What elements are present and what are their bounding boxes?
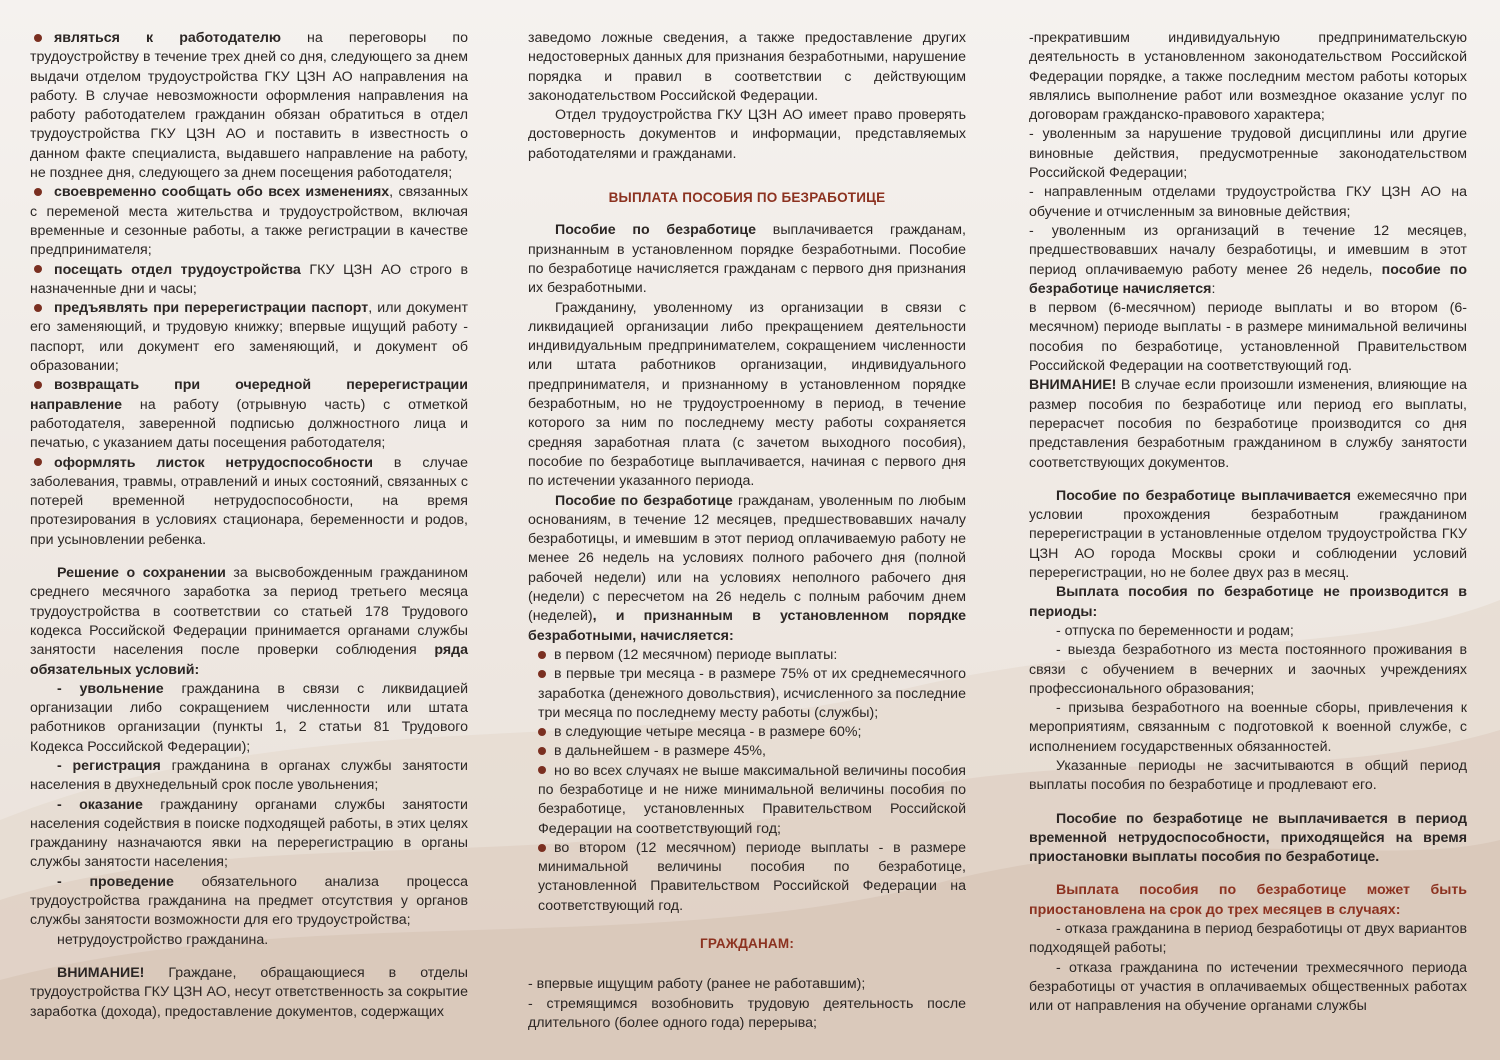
bullet-icon — [538, 766, 546, 774]
condition-assistance: - оказание гражданину органами службы занятости населения содействия в поиске подходящей работы, в этих целях гражданину назначаются явки на перерегистрацию в органы службы занятости населения; — [30, 796, 468, 871]
column-2 — [528, 29, 966, 1033]
periods-note-paragraph: Указанные периоды не засчитываются в общий период выплаты пособия по безработице и продлевают его. — [1029, 757, 1467, 794]
citizens-item-3: -прекратившим индивидуальную предпринимательскую деятельность в установленном законодательством Российской Федерации порядке, а также последним местом работы которых являлись выполнение работ или возмездное оказание услуг по договорам гражданско-правового характера; — [1029, 30, 1467, 124]
bullet-icon — [538, 728, 546, 736]
no-payment-item-2: - выезда безработного из места постоянного проживания в связи с обучением в вечерних и заочных учреждениях профессионального образования; — [1029, 642, 1467, 697]
bullet-icon — [538, 651, 546, 659]
warning-recalc-paragraph: ВНИМАНИЕ! В случае если произошли изменения, влияющие на размер пособия по безработице или период его выплаты, перерасчет пособия по безработице производится со дня представления безработным гражданином в службу занятости соответствующих документов. — [1029, 377, 1467, 471]
salary-decision-paragraph: Решение о сохранении за высвобожденным гражданином среднего месячного заработка за период третьего месяца трудоустройства в соответствии со статьей 178 Трудового кодекса Российской Федерации принимается органами службы занятости населения после проверки соблюдения ряда обязательных условий: — [30, 565, 469, 678]
bullet-icon — [34, 381, 42, 389]
suspension-heading: Выплата пособия по безработице может быть приостановлена на срок до трех месяцев в случаях: — [1029, 882, 1467, 918]
bullet-icon — [34, 458, 42, 466]
benefit-paragraph-3: Пособие по безработице гражданам, уволенным по любым основаниям, в течение 12 месяцев, предшествовавших началу безработицы, и имевшим в этот период оплачиваемую работу не менее 26 недель на условиях полного рабочего дня (полной рабочей недели) или на условиях неполного рабочего дня (недели) с пересчетом на 26 недель с полным рабочим днем (неделей), и признанным в установленном порядке безработными, начисляется: — [528, 492, 966, 644]
citizens-item-6: - уволенным из организаций в течение 12 месяцев, предшествовавших началу безработицы, и имевшим в этот период оплачиваемую работу менее 26 недель, пособие по безработице начисляется: — [1029, 222, 1467, 297]
benefit-bullet-5: но во всех случаях не выше максимальной величины пособия по безработице и не ниже минимальной величины пособия по безработице, установленных Правительством Российской Федерации на соответствующий год; — [538, 762, 966, 837]
warning-paragraph: ВНИМАНИЕ! Граждане, обращающиеся в отделы трудоустройства ГКУ ЦЗН АО, несут ответственность за сокрытие заработка (дохода), предоставление документов, содержащих — [30, 964, 468, 1020]
citizens-item-5: - направленным отделами трудоустройства ГКУ ЦЗН АО на обучение и отчисленным за виновные действия; — [1029, 184, 1467, 220]
bullet-icon — [538, 747, 546, 755]
benefit-bullet-2: в первые три месяца - в размере 75% от их среднемесячного заработка (денежного довольствия), исчисленного за последние три месяца по последнему месту работы (службы); — [538, 666, 966, 721]
benefit-bullet-3: в следующие четыре месяца - в размере 60%; — [528, 723, 966, 742]
bullet-icon — [538, 670, 546, 678]
duty-report-changes: своевременно сообщать обо всех изменениях, связанных с переменой места жительства и трудоустройством, включая временные и сезонные работы, а также регистрации в качестве предпринимателя; — [30, 184, 468, 259]
duty-present-passport: предъявлять при перерегистрации паспорт, или документ его заменяющий, и трудовую книжку; впервые ищущий работу - паспорт, или документ его заменяющий, и документ об образовании; — [30, 300, 468, 375]
citizens-item-1: - впервые ищущим работу (ранее не работавшим); — [528, 976, 866, 993]
column-1 — [30, 29, 468, 1022]
benefit-paragraph-2: Гражданину, уволенному из организации в связи с ликвидацией организации либо прекращением деятельности индивидуальным предпринимателем, сокращением численности или штата работников организации, индивидуального предпринимателя, и признанному в установленном порядке безработным, но не трудоустроенному в период, в течение которого за ним по последнему месту работы сохраняется средняя заработная плата (с зачетом выходного пособия), пособие по безработице выплачивается, начиная с первого дня по истечении указанного периода. — [528, 299, 966, 490]
benefit-bullet-6: во втором (12 месячном) периоде выплаты - в размере минимальной величины пособия по безработице, установленной Правительством Российской Федерации на соответствующий год. — [538, 839, 966, 914]
false-info-paragraph: заведомо ложные сведения, а также предоставление других недостоверных данных для признания безработными, нарушение порядка и правил в соответствии с действующим законодательством Российской Федерации. — [528, 30, 966, 104]
no-payment-item-1: - отпуска по беременности и родам; — [1056, 622, 1294, 639]
citizens-item-7: в первом (6-месячном) периоде выплаты и во втором (6-месячном) периоде выплаты - в размере минимальной величины пособия по безработице, установленной Правительством Российской Федерации на соответствующий год. — [1029, 300, 1467, 375]
citizens-item-4: - уволенным за нарушение трудовой дисциплины или другие виновные действия, предусмотренные законодательством Российской Федерации; — [1029, 126, 1467, 182]
suspension-item-2: - отказа гражданина по истечении трехмесячного периода безработицы от участия в оплачиваемых общественных работах или от направления на обучение органами службы — [1029, 959, 1467, 1015]
section-heading-citizens: ГРАЖДАНАМ: — [699, 936, 795, 952]
condition-dismissal: - увольнение гражданина в связи с ликвидацией организации либо сокращением численности или штата работников организации (пункты 1, 2 статьи 81 Трудового Кодекса Российской Федерации); — [30, 680, 469, 755]
no-payment-heading: Выплата пособия по безработице не производится в периоды: — [1029, 584, 1467, 620]
verification-paragraph: Отдел трудоустройства ГКУ ЦЗН АО имеет право проверять достоверность документов и информации, представляемых работодателями и гражданами. — [528, 107, 966, 162]
monthly-payment-paragraph: Пособие по безработице выплачивается ежемесячно при условии прохождения безработным гражданином перерегистрации в установленные отделом трудоустройства ГКУ ЦЗН АО города Москвы сроки и соблюдении условий перерегистрации, но не более двух раз в месяц. — [1029, 487, 1468, 582]
benefit-paragraph-1: Пособие по безработице выплачивается гражданам, признанным в установленном порядке безработными. Пособие по безработице начисляется гражданам с первого дня признания их безработными. — [528, 222, 966, 297]
condition-registration: - регистрация гражданина в органах службы занятости населения в двухнедельный срок после увольнения; — [30, 757, 468, 794]
bullet-icon — [34, 188, 42, 196]
bullet-icon — [538, 844, 546, 852]
suspension-item-1: - отказа гражданина в период безработицы от двух вариантов подходящей работы; — [1029, 921, 1467, 957]
section-heading-benefit: ВЫПЛАТА ПОСОБИЯ ПО БЕЗРАБОТИЦЕ — [608, 190, 886, 206]
duty-sick-leave: оформлять листок нетрудоспособности в случае заболевания, травмы, отравлений и иных состояний, связанных с потерей временной нетрудоспособности, на время протезирования в условиях стационара, беременности и родов, при усыновлении ребенка. — [30, 454, 468, 548]
bullet-icon — [34, 265, 42, 273]
column-3 — [1029, 29, 1467, 1017]
bullet-icon — [34, 304, 42, 312]
bullet-icon — [34, 34, 42, 42]
citizens-item-2: - стремящимся возобновить трудовую деятельность после длительного (более одного года) перерыва; — [528, 995, 966, 1031]
sick-leave-note: Пособие по безработице не выплачивается в период временной нетрудоспособности, приходящейся на время приостановки выплаты пособия по безработице. — [1029, 810, 1467, 866]
duty-visit-office: посещать отдел трудоустройства ГКУ ЦЗН АО строго в назначенные дни и часы; — [30, 261, 468, 297]
condition-analysis: - проведение обязательного анализа процесса трудоустройства гражданина на предмет отсутствия у органов службы занятости возможности для его трудоустройства; — [30, 873, 468, 929]
benefit-bullet-4: в дальнейшем - в размере 45%, — [528, 742, 966, 761]
duty-return-referral: возвращать при очередной перерегистрации направление на работу (отрывную часть) с отметкой работодателя, заверенной подписью должностного лица и печатью, с указанием даты посещения работодателя; — [30, 377, 468, 452]
condition-unemployment: нетрудоустройство гражданина. — [57, 931, 269, 948]
no-payment-item-3: - призыва безработного на военные сборы, привлечения к мероприятиям, связанным с подготовкой к военной службе, с исполнением государственных обязанностей. — [1029, 700, 1467, 755]
benefit-bullet-1: в первом (12 месячном) периоде выплаты: — [528, 646, 966, 665]
duty-employer-visit: являться к работодателю на переговоры по трудоустройству в течение трех дней со дня, следующего за днем выдачи отделом трудоустройства ГКУ ЦЗН АО направления на работу. В случае невозможности оформления направления на работу работодателем гражданин обязан обратиться в отдел трудоустройства ГКУ ЦЗН АО и поставить в известность о данном факте специалиста, выдавшего направление на работу, не позднее дня, следующего за днем посещения работодателя; — [30, 30, 468, 182]
